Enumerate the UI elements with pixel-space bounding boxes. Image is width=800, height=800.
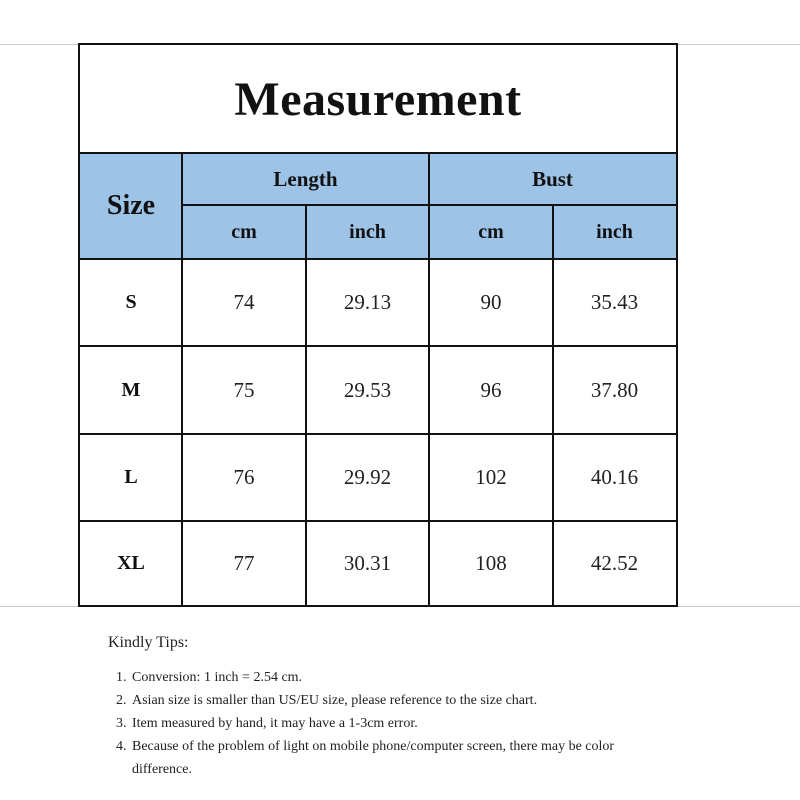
column-rule xyxy=(428,153,430,605)
list-item: 2. Asian size is smaller than US/EU size, please reference to the size chart. xyxy=(130,689,708,712)
kindly-tips xyxy=(108,634,708,781)
row-rule xyxy=(80,433,676,435)
bust-header: Bust xyxy=(429,153,676,205)
row-m-length-cm: 75 xyxy=(233,377,255,402)
row-s-bust-inch: 35.43 xyxy=(590,290,639,314)
row-rule xyxy=(80,345,676,347)
row-xl-bust-inch: 42.52 xyxy=(590,550,639,575)
row-xl-length-inch: 30.31 xyxy=(343,550,392,575)
measurement-table xyxy=(78,43,678,607)
list-item: 4. Because of the problem of light on mobile phone/computer screen, there may be color difference. xyxy=(130,735,652,781)
row-s-length-inch: 29.13 xyxy=(343,290,392,314)
row-xl-length-cm: 77 xyxy=(233,550,255,575)
list-item: 3. Item measured by hand, it may have a 1-3cm error. xyxy=(130,712,708,735)
column-rule xyxy=(181,153,183,605)
row-l-bust-cm: 102 xyxy=(475,465,507,489)
tips-title: Kindly Tips: xyxy=(108,634,189,651)
row-m-length-inch: 29.53 xyxy=(343,377,392,402)
row-s-length-cm: 74 xyxy=(233,290,255,314)
bust-cm-header: cm xyxy=(429,205,553,259)
bust-inch-header: inch xyxy=(553,205,676,259)
row-xl-bust-cm: 108 xyxy=(475,550,507,575)
length-header: Length xyxy=(182,153,429,205)
header-bottom-rule xyxy=(80,258,676,260)
row-m-size: M xyxy=(121,378,141,401)
row-xl-size: XL xyxy=(117,551,145,574)
row-s-size: S xyxy=(125,291,137,313)
row-s-bust-cm: 90 xyxy=(480,290,502,314)
column-rule xyxy=(305,205,307,605)
row-l-length-cm: 76 xyxy=(233,465,255,489)
row-m-bust-inch: 37.80 xyxy=(590,377,639,402)
tips-list xyxy=(108,666,708,781)
row-l-bust-inch: 40.16 xyxy=(590,465,639,489)
column-rule xyxy=(552,205,554,605)
table-title: Measurement xyxy=(234,72,522,126)
list-item: 1. Conversion: 1 inch = 2.54 cm. xyxy=(130,666,708,689)
row-m-bust-cm: 96 xyxy=(480,377,502,402)
row-l-length-inch: 29.92 xyxy=(343,465,392,489)
row-l-size: L xyxy=(124,466,138,488)
size-header: Size xyxy=(80,153,182,259)
length-cm-header: cm xyxy=(182,205,306,259)
length-inch-header: inch xyxy=(306,205,429,259)
title-bottom-rule xyxy=(80,152,676,154)
row-rule xyxy=(80,520,676,522)
